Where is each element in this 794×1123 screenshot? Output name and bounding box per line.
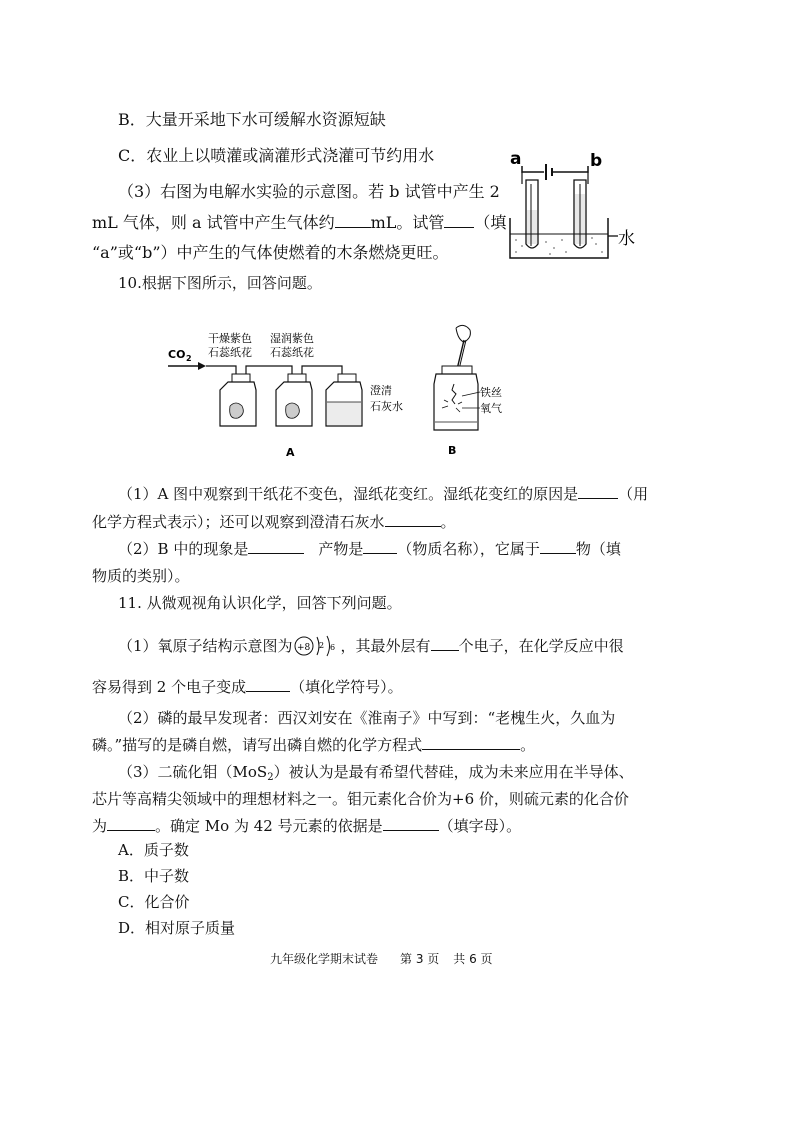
co2-experiment-figure-a	[164, 328, 424, 460]
q10-sub1-text-c: 化学方程式表示）；还可以观察到澄清石灰水	[92, 513, 385, 531]
q11-sub3-line2: 芯片等高精尖领域中的理想材料之一。钼元素化合价为+6 价，则硫元素的化合价	[92, 790, 629, 808]
option-c[interactable]: C．化合价	[118, 893, 190, 911]
label-figure-b: B	[448, 444, 457, 457]
page-footer	[270, 950, 493, 967]
q9-sub3-text-a: mL 气体，则 a 试管中产生气体约	[92, 213, 335, 232]
q11-sub2-text-a: 磷。”描写的是磷自燃，请写出磷自燃的化学方程式	[92, 736, 423, 754]
atom-nucleus-label: +8	[296, 643, 310, 653]
option-a[interactable]: A．质子数	[118, 841, 189, 859]
q10-title: 10.根据下图所示，回答问题。	[118, 274, 322, 292]
oxygen-atom-diagram	[293, 637, 341, 657]
q11-sub1-text-c: 个电子，在化学反应中很	[458, 637, 624, 655]
q11-sub2-line2	[92, 735, 535, 755]
q11-sub3-text-e: （填字母）。	[438, 817, 522, 835]
q9-sub3-text-b: mL。试管	[370, 213, 445, 232]
q10-sub2-text-d: 物（填	[575, 540, 621, 558]
q11-sub1-text-a: （1）氧原子结构示意图为	[118, 637, 293, 655]
q11-title: 11. 从微观视角认识化学，回答下列问题。	[118, 594, 402, 612]
label-figure-a: A	[286, 446, 295, 459]
footer-page: 第 3 页	[400, 952, 440, 966]
footer-title: 九年级化学期末试卷	[270, 952, 379, 966]
q11-sub3-text-d: 。确定 Mo 为 42 号元素的依据是	[155, 817, 383, 835]
q9-sub3-text-c: （填	[474, 213, 507, 232]
q10-sub1-text-d: 。	[440, 513, 456, 531]
footer-total: 共 6 页	[453, 952, 493, 966]
label-wet-1: 湿润紫色	[270, 332, 314, 345]
q10-sub2-line1	[118, 539, 621, 559]
q11-sub3-subscript: 2	[267, 772, 274, 783]
q9-sub3-line2	[92, 213, 506, 233]
q10-sub1-text-b: （用	[618, 485, 649, 503]
q11-sub3-text-c: 为	[92, 817, 108, 835]
atom-shell2-label: 6	[329, 643, 335, 652]
option-d[interactable]: D．相对原子质量	[118, 919, 236, 937]
q11-sub2-text-b: 。	[520, 736, 536, 754]
answer-blank[interactable]	[444, 213, 474, 228]
label-co2-sub: 2	[186, 354, 192, 363]
answer-blank[interactable]	[540, 539, 576, 554]
answer-blank[interactable]	[383, 816, 439, 831]
label-wet-2: 石蕊纸花	[270, 346, 314, 359]
q11-sub3-text-a: （3）二硫化钼（MoS	[118, 763, 268, 781]
electrolysis-figure	[500, 148, 640, 268]
answer-blank[interactable]	[385, 512, 441, 527]
label-dry-2: 石蕊纸花	[208, 346, 252, 359]
answer-blank[interactable]	[363, 539, 397, 554]
q10-sub2-line2: 物质的类别）。	[92, 567, 190, 585]
q10-sub2-text-b: 产物是	[318, 540, 364, 558]
answer-blank[interactable]	[246, 677, 290, 692]
q11-sub2-line1: （2）磷的最早发现者：西汉刘安在《淮南子》中写到：“老槐生火，久血为	[118, 709, 616, 727]
label-dry-1: 干燥紫色	[208, 332, 252, 345]
q11-sub1-text-b: ，其最外层有	[340, 637, 431, 655]
q11-sub1-text-e: （填化学符号）。	[290, 678, 403, 696]
q10-sub1-line2	[92, 512, 456, 532]
label-iron-wire: 铁丝	[480, 386, 502, 399]
option-b[interactable]: B．中子数	[118, 867, 190, 885]
q9-sub3-line3: “a”或“b”）中产生的气体使燃着的木条燃烧更旺。	[92, 243, 449, 262]
answer-blank[interactable]	[335, 213, 371, 228]
q10-sub2-text-a: （2）B 中的现象是	[118, 540, 249, 558]
label-lime-1: 澄清	[370, 384, 392, 397]
q9-sub3-line1: （3）右图为电解水实验的示意图。若 b 试管中产生 2	[118, 182, 500, 201]
q11-sub3-line3	[92, 816, 521, 836]
q11-sub1-line1	[118, 636, 624, 657]
answer-blank[interactable]	[431, 636, 459, 651]
answer-blank[interactable]	[578, 484, 618, 499]
option-c: C．农业上以喷灌或滴灌形式浇灌可节约用水	[118, 146, 435, 165]
label-b: b	[590, 151, 603, 171]
label-co2: CO	[168, 348, 186, 361]
atom-shell1-label: 2	[318, 641, 324, 650]
q11-sub1-text-d: 容易得到 2 个电子变成	[92, 678, 247, 696]
q11-sub1-line2	[92, 677, 403, 697]
label-a: a	[510, 149, 522, 169]
q11-sub3-line1	[118, 762, 634, 788]
answer-blank[interactable]	[248, 539, 304, 554]
label-oxygen: 氧气	[480, 402, 502, 415]
option-b: B．大量开采地下水可缓解水资源短缺	[118, 110, 386, 129]
q10-sub1-text-a: （1）A 图中观察到干纸花不变色，湿纸花变红。湿纸花变红的原因是	[118, 485, 579, 503]
iron-combustion-figure-b	[426, 318, 510, 460]
q11-sub3-text-b: ）被认为是最有希望代替硅，成为未来应用在半导体、	[273, 763, 634, 781]
q10-sub2-text-c: （物质名称），它属于	[397, 540, 540, 558]
answer-blank[interactable]	[422, 735, 520, 750]
q10-sub1-line1	[118, 484, 648, 504]
label-water: 水	[618, 229, 635, 249]
label-lime-2: 石灰水	[370, 400, 403, 413]
answer-blank[interactable]	[107, 816, 155, 831]
